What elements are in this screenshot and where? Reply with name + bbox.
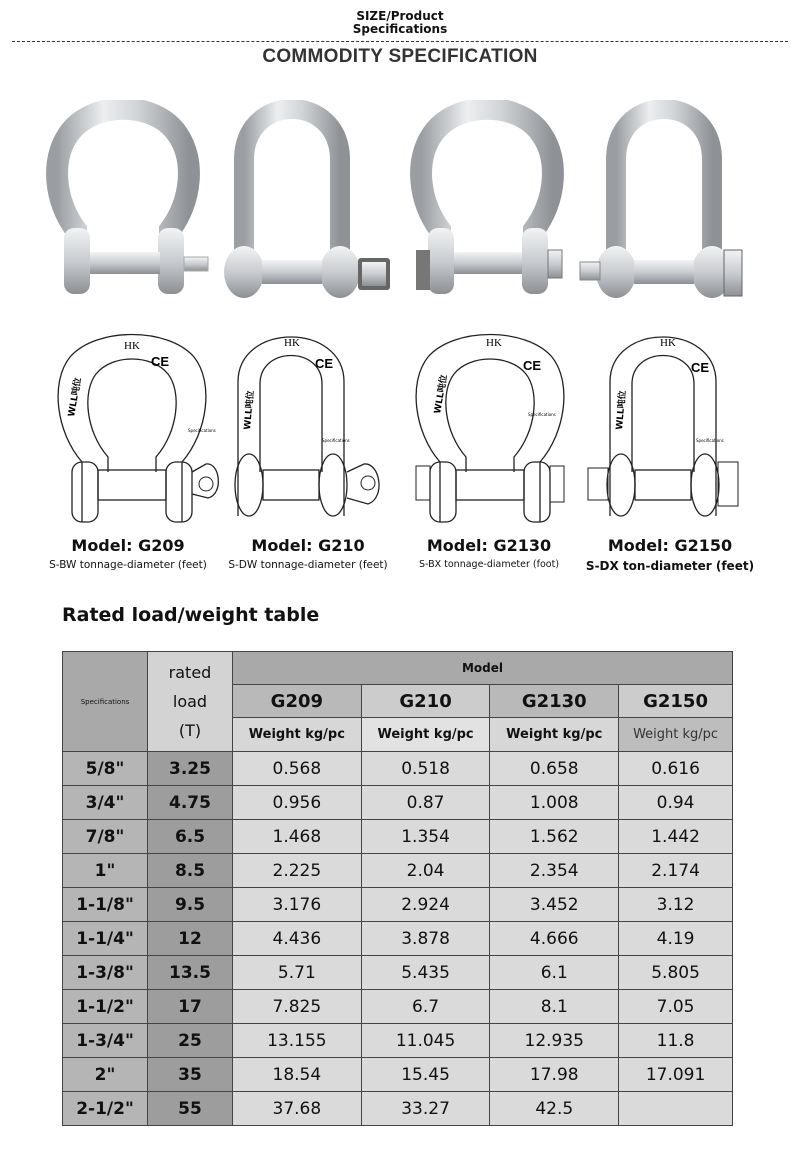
weight-cell: 0.87 [361,786,490,820]
spec-cell: 2" [63,1058,148,1092]
ce-mark: CE [522,358,542,373]
weight-header: Weight kg/pc [619,718,733,752]
table-row [63,1058,733,1092]
weight-cell: 12.935 [490,1024,619,1058]
spec-column-header: Specifications [63,652,148,752]
spec-subtitle: Specifications [352,22,448,36]
wll-label: WLL吨位 [615,390,629,431]
model-name: Model: G210 [251,536,365,555]
weight-cell: 3.878 [361,922,490,956]
brand-label: HK [124,340,140,352]
weight-cell: 37.68 [233,1092,362,1126]
ce-mark: CE [314,356,334,371]
size-title: SIZE/Product [356,9,444,23]
model-description: S-DW tonnage-diameter (feet) [228,559,388,571]
g209-shackle-photo [46,100,216,305]
load-cell: 3.25 [148,752,233,786]
weight-cell: 42.5 [490,1092,619,1126]
model-header-g2130: G2130 [490,685,619,718]
spec-cell: 1-3/8" [63,956,148,990]
model-caption-g2130 [389,536,589,570]
weight-cell: 2.924 [361,888,490,922]
spec-cell: 7/8" [63,820,148,854]
wll-label: WLL吨位 [243,390,257,431]
weight-header: Weight kg/pc [233,718,362,752]
table-row [63,990,733,1024]
load-header-line-2: load [172,692,208,711]
wll-label: WLL吨位 [67,376,84,418]
spec-cell: 1" [63,854,148,888]
weight-cell: 7.825 [233,990,362,1024]
load-column-header [148,652,233,752]
model-description: S-BX tonnage-diameter (foot) [418,559,560,570]
weight-cell: 0.568 [233,752,362,786]
weight-cell: 3.452 [490,888,619,922]
table-row [63,820,733,854]
load-cell: 25 [148,1024,233,1058]
brand-label: HK [486,337,502,349]
weight-cell: 5.805 [619,956,733,990]
table-row [63,922,733,956]
weight-cell: 4.436 [233,922,362,956]
weight-cell: 17.98 [490,1058,619,1092]
model-caption-g209 [28,536,228,571]
load-header-line-1: rated [168,663,212,682]
model-name: Model: G2130 [426,536,552,555]
model-name: Model: G2150 [607,536,733,555]
spec-cell: 5/8" [63,752,148,786]
weight-cell: 11.045 [361,1024,490,1058]
spec-cell: 2-1/2" [63,1092,148,1126]
g2130-shackle-photo [406,100,576,305]
load-cell: 55 [148,1092,233,1126]
model-header-g2150: G2150 [619,685,733,718]
g210-shackle-drawing [226,322,404,527]
weight-cell: 33.27 [361,1092,490,1126]
weight-cell: 2.354 [490,854,619,888]
model-name: Model: G209 [71,536,185,555]
weight-cell: 4.19 [619,922,733,956]
load-cell: 4.75 [148,786,233,820]
weight-cell: 0.616 [619,752,733,786]
weight-cell: 7.05 [619,990,733,1024]
weight-cell: 1.442 [619,820,733,854]
weight-cell: 6.7 [361,990,490,1024]
dashed-divider [12,41,788,42]
weight-cell: 5.71 [233,956,362,990]
weight-cell: 2.174 [619,854,733,888]
load-cell: 35 [148,1058,233,1092]
model-header-g210: G210 [361,685,490,718]
weight-cell: 8.1 [490,990,619,1024]
load-cell: 17 [148,990,233,1024]
g2150-shackle-photo [574,100,754,305]
weight-cell: 0.518 [361,752,490,786]
spec-mark: Specifications [188,428,216,433]
weight-cell: 3.176 [233,888,362,922]
table-row [63,1024,733,1058]
weight-cell [619,1092,733,1126]
model-description: S-BW tonnage-diameter (feet) [49,559,207,571]
table-row [63,956,733,990]
weight-cell: 3.12 [619,888,733,922]
load-cell: 12 [148,922,233,956]
weight-cell: 13.155 [233,1024,362,1058]
table-row [63,888,733,922]
table-title: Rated load/weight table [62,604,320,626]
page-header [0,10,800,36]
table-row [63,854,733,888]
spec-cell: 1-1/8" [63,888,148,922]
spec-cell: 3/4" [63,786,148,820]
g2150-shackle-drawing [584,322,762,527]
rated-load-table [62,651,733,1126]
model-description: S-DX ton-diameter (feet) [585,559,755,573]
spec-mark: Specifications [322,438,350,443]
spec-cell: 1-1/4" [63,922,148,956]
ce-mark: CE [150,354,170,369]
model-caption-g210 [208,536,408,571]
weight-cell: 5.435 [361,956,490,990]
spec-cell: 1-1/2" [63,990,148,1024]
g2130-shackle-drawing [404,322,582,527]
weight-cell: 6.1 [490,956,619,990]
brand-label: HK [660,337,676,349]
weight-cell: 1.562 [490,820,619,854]
spec-mark: Specifications [696,438,724,443]
weight-cell: 0.94 [619,786,733,820]
weight-cell: 1.468 [233,820,362,854]
g210-shackle-photo [222,100,400,305]
weight-cell: 1.354 [361,820,490,854]
commodity-title: COMMODITY SPECIFICATION [262,46,538,67]
load-cell: 6.5 [148,820,233,854]
weight-header: Weight kg/pc [361,718,490,752]
model-caption-g2150 [570,536,770,573]
model-header-g209: G209 [233,685,362,718]
spec-cell: 1-3/4" [63,1024,148,1058]
model-group-header: Model [233,652,733,685]
weight-cell: 4.666 [490,922,619,956]
wll-label: WLL吨位 [433,373,450,415]
load-cell: 8.5 [148,854,233,888]
weight-cell: 15.45 [361,1058,490,1092]
g209-shackle-drawing [48,322,226,527]
weight-cell: 1.008 [490,786,619,820]
table-row [63,752,733,786]
load-header-line-3: (T) [178,721,202,740]
weight-cell: 0.658 [490,752,619,786]
load-cell: 9.5 [148,888,233,922]
table-row [63,786,733,820]
load-cell: 13.5 [148,956,233,990]
weight-header: Weight kg/pc [490,718,619,752]
spec-mark: Specifications [528,412,556,417]
weight-cell: 18.54 [233,1058,362,1092]
weight-cell: 11.8 [619,1024,733,1058]
table-row [63,1092,733,1126]
weight-cell: 0.956 [233,786,362,820]
weight-cell: 2.04 [361,854,490,888]
weight-cell: 2.225 [233,854,362,888]
brand-label: HK [284,337,300,349]
ce-mark: CE [690,360,710,375]
weight-cell: 17.091 [619,1058,733,1092]
